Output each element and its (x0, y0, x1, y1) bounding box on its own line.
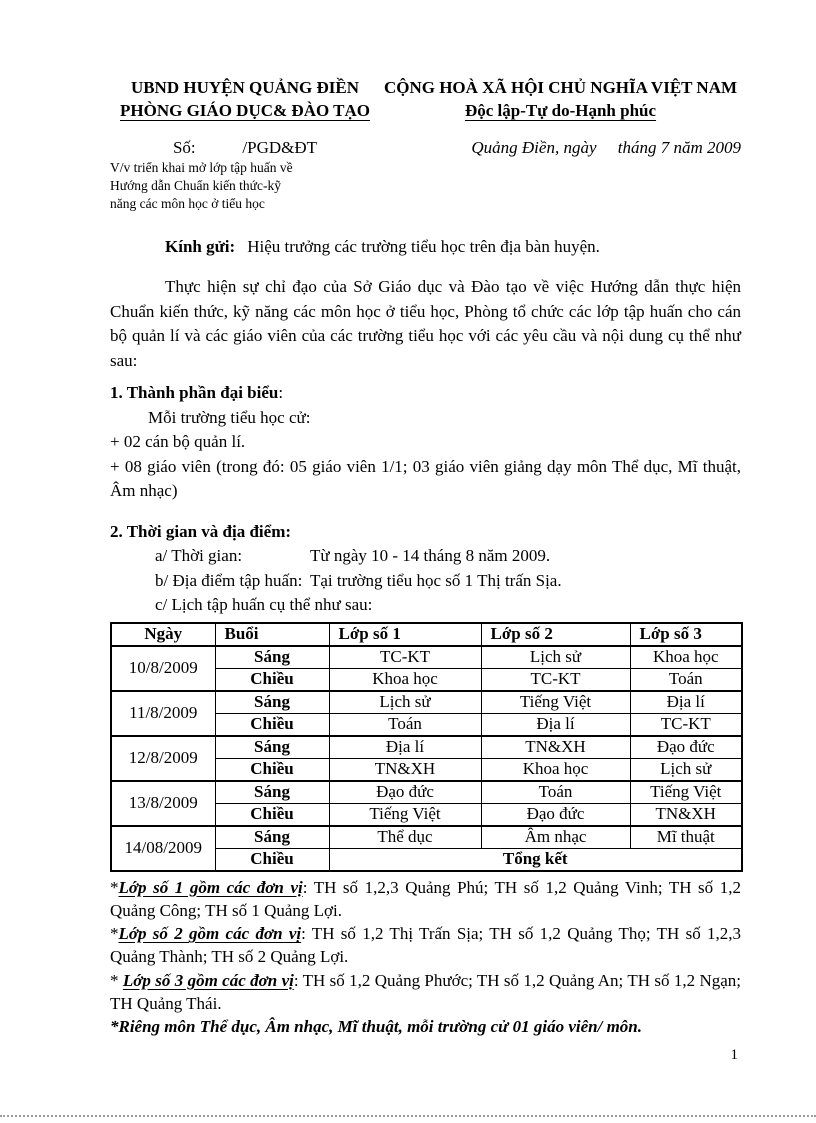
subject-cell: Lịch sử (329, 691, 481, 714)
letterhead-row-1 (110, 76, 741, 99)
header-cell-lop1: Lớp số 1 (329, 623, 481, 646)
subject-cell: TC-KT (329, 646, 481, 669)
session-cell: Chiều (215, 668, 329, 691)
subject-cell: Tiếng Việt (630, 781, 742, 804)
bottom-dotted-divider (0, 1115, 816, 1117)
subject-cell: TN&XH (481, 736, 630, 759)
session-cell: Chiều (215, 758, 329, 781)
subject-cell: Âm nhạc (481, 826, 630, 849)
subject-cell: TC-KT (481, 668, 630, 691)
header-cell-buoi: Buổi (215, 623, 329, 646)
item-b-label: b/ Địa điểm tập huấn: (155, 570, 303, 590)
intro-paragraph: Thực hiện sự chỉ đạo của Sở Giáo dục và Đào tạo về việc Hướng dẫn thực hiện Chuẩn kiến thức, kỹ năng các môn học ở tiểu học, Phòng tổ chức các lớp tập huấn cho cán bộ quản lí và các giáo viên của các trường tiểu học với các yêu cầu và nội dung cụ thể như sau: (110, 277, 741, 370)
note-text: : TH số 1,2 Quảng Phước; TH số 1,2 Quảng An; TH số 1,2 Ngạn; TH Quảng Thái. (110, 970, 741, 1013)
note-title: Lớp số 3 gồm các đơn vị (122, 970, 294, 990)
section-1-item: + 02 cán bộ quản lí. (110, 432, 246, 451)
note-title: Lớp số 2 gồm các đơn vị (118, 924, 302, 944)
table-row (111, 691, 742, 714)
item-c-label: c/ Lịch tập huấn cụ thể như sau: (155, 595, 373, 614)
subject-cell: Đạo đức (329, 781, 481, 804)
document-subject (110, 159, 380, 213)
subject-line: V/v triển khai mở lớp tập huấn về (110, 160, 293, 175)
footnotes (110, 876, 741, 1039)
session-cell: Chiều (215, 713, 329, 736)
session-cell: Chiều (215, 803, 329, 826)
subject-line: Hướng dẫn Chuẩn kiến thức-kỹ (110, 178, 281, 193)
item-b-value: Tại trường tiểu học số 1 Thị trấn Sịa. (310, 570, 562, 590)
recipient-label: Kính gửi: (165, 237, 236, 256)
session-cell: Sáng (215, 646, 329, 669)
session-cell: Chiều (215, 848, 329, 871)
page-number: 1 (730, 1047, 738, 1063)
date-cell: 12/8/2009 (111, 736, 215, 781)
issuing-authority: UBND HUYỆN QUẢNG ĐIỀN (130, 78, 360, 97)
subject-cell: Địa lí (481, 713, 630, 736)
subject-cell: Lịch sử (630, 758, 742, 781)
national-motto: Độc lập-Tự do-Hạnh phúc (464, 101, 657, 120)
subject-cell: Thể dục (329, 826, 481, 849)
date-cell: 11/8/2009 (111, 691, 215, 736)
document-number: Số: /PGD&ĐT (172, 138, 318, 157)
number-date-row (110, 136, 741, 159)
table-row (111, 781, 742, 804)
item-a-value: Từ ngày 10 - 14 tháng 8 năm 2009. (310, 546, 551, 565)
recipient-line (110, 235, 741, 259)
note-class-1: *Lớp số 1 gồm các đơn vị: TH số 1,2,3 Quảng Phú; TH số 1,2 Quảng Vinh; TH số 1,2 Quảng Công; TH số 1 Quảng Lợi. (110, 877, 741, 920)
section-1-title: 1. Thành phần đại biểu: (110, 383, 284, 402)
section-1-intro: Mỗi trường tiểu học cử: (148, 407, 311, 427)
item-a-label: a/ Thời gian: (155, 546, 243, 565)
note-class-2: *Lớp số 2 gồm các đơn vị: TH số 1,2 Thị Trấn Sịa; TH số 1,2 Quảng Thọ; TH số 1,2,3 Quảng Thành; TH số 2 Quảng Lợi. (110, 924, 741, 967)
subject-cell: Tiếng Việt (481, 691, 630, 714)
subject-cell: Mĩ thuật (630, 826, 742, 849)
session-cell: Sáng (215, 781, 329, 804)
subject-cell: Đạo đức (630, 736, 742, 759)
subject-cell: Khoa học (329, 668, 481, 691)
header-cell-ngay: Ngày (111, 623, 215, 646)
subject-cell: Tiếng Việt (329, 803, 481, 826)
session-cell: Sáng (215, 691, 329, 714)
note-special-subjects: *Riêng môn Thể dục, Âm nhạc, Mĩ thuật, mỗi trường cử 01 giáo viên/ môn. (110, 1017, 643, 1037)
subject-cell: Toán (630, 668, 742, 691)
date-cell: 10/8/2009 (111, 646, 215, 691)
header-cell-lop3: Lớp số 3 (630, 623, 742, 646)
date-cell: 14/08/2009 (111, 826, 215, 871)
subject-cell: Địa lí (329, 736, 481, 759)
date-cell: 13/8/2009 (111, 781, 215, 826)
subject-cell: Khoa học (630, 646, 742, 669)
subject-cell: Khoa học (481, 758, 630, 781)
schedule-table (110, 622, 743, 872)
note-text: : TH số 1,2 Thị Trấn Sịa; TH số 1,2 Quảng Thọ; TH số 1,2,3 Quảng Thành; TH số 2 Quảng Lợi. (110, 924, 741, 967)
session-cell: Sáng (215, 736, 329, 759)
section-2-item-c (110, 593, 741, 618)
note-title: Lớp số 1 gồm các đơn vị (118, 877, 303, 897)
section-2-item-a (110, 544, 741, 569)
subject-line: năng các môn học ở tiểu học (110, 196, 265, 211)
section-2-title: 2. Thời gian và địa điểm: (110, 521, 292, 541)
section-2-item-b (110, 569, 741, 594)
session-cell: Sáng (215, 826, 329, 849)
letterhead-row-2 (110, 99, 741, 122)
department-name: PHÒNG GIÁO DỤC& ĐÀO TẠO (120, 101, 370, 120)
summary-cell: Tổng kết (329, 848, 742, 871)
recipient-text: Hiệu trưởng các trường tiểu học trên địa bàn huyện. (247, 237, 600, 256)
subject-cell: Toán (329, 713, 481, 736)
subject-cell: Địa lí (630, 691, 742, 714)
subject-cell: TC-KT (630, 713, 742, 736)
table-row (111, 736, 742, 759)
subject-cell: TN&XH (630, 803, 742, 826)
header-cell-lop2: Lớp số 2 (481, 623, 630, 646)
table-row (111, 646, 742, 669)
note-text: : TH số 1,2,3 Quảng Phú; TH số 1,2 Quảng Vinh; TH số 1,2 Quảng Công; TH số 1 Quảng Lợi. (110, 877, 741, 920)
table-row (111, 826, 742, 849)
subject-cell: Đạo đức (481, 803, 630, 826)
national-header: CỘNG HOÀ XÃ HỘI CHỦ NGHĨA VIỆT NAM (383, 78, 738, 97)
note-class-3: * Lớp số 3 gồm các đơn vị: TH số 1,2 Quảng Phước; TH số 1,2 Quảng An; TH số 1,2 Ngạn; TH Quảng Thái. (110, 970, 741, 1013)
subject-cell: Toán (481, 781, 630, 804)
section-1-item: + 08 giáo viên (trong đó: 05 giáo viên 1/1; 03 giáo viên giảng dạy môn Thể dục, Mĩ thuật, Âm nhạc) (110, 456, 741, 500)
subject-cell: Lịch sử (481, 646, 630, 669)
place-date: Quảng Điền, ngày tháng 7 năm 2009 (471, 138, 741, 157)
subject-cell: TN&XH (329, 758, 481, 781)
table-header-row (111, 623, 742, 646)
